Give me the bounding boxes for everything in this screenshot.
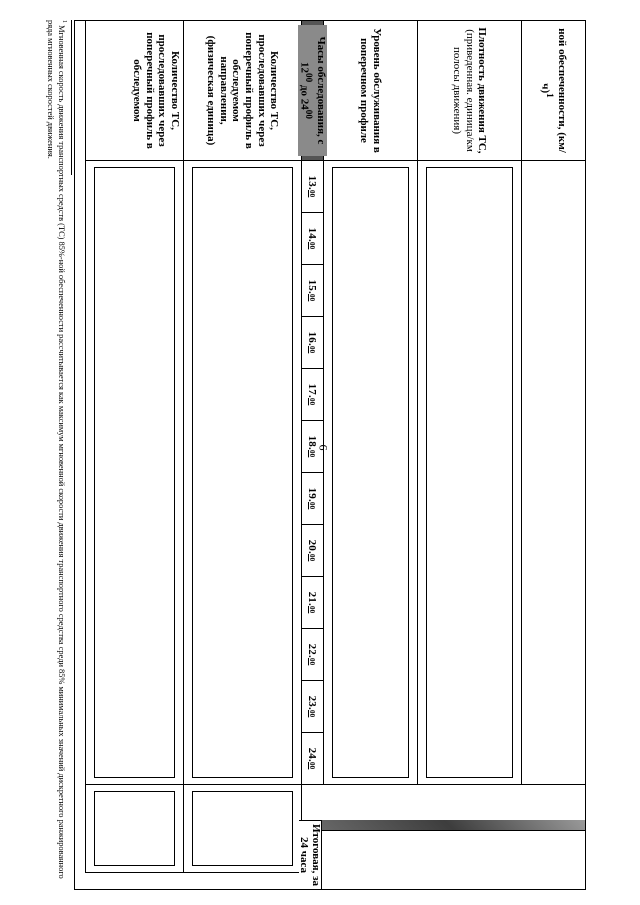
los-row-values	[323, 161, 417, 785]
footnote-text: Мгновенная скорость движения транспортных средств (ТС) 85%-ной обеспеченности рассчитывается как максимум мгновенной скорости движения транспортного средства среди 85% минимальных значений дискретного ранжированного ряда мгновенных скоростей движения.	[46, 20, 67, 879]
footnote	[44, 20, 67, 888]
density-label-text: Плотность движения ТС,	[476, 27, 489, 154]
hour-2: 14. 00	[301, 213, 323, 265]
total-column-body	[300, 830, 585, 888]
hour-5: 17. 00	[301, 369, 323, 421]
speed-row-label	[521, 21, 585, 161]
density-input-box[interactable]	[426, 167, 513, 778]
count-2-input-box[interactable]	[94, 167, 175, 778]
count-row-2-values	[85, 161, 183, 785]
hour-8: 20. 00	[301, 525, 323, 577]
count-row-2-total	[85, 785, 183, 873]
density-label-note: (приведенная. единица/км полосы движения)	[451, 29, 476, 152]
count-2-total-box[interactable]	[94, 791, 175, 866]
count-row-1-label: Количество ТС, проследовавших через поперечный профиль в обследуемом направлении, (физическая единица)	[183, 21, 301, 161]
hour-12: 24. 00	[301, 733, 323, 785]
survey-table	[74, 20, 586, 890]
count-1-input-box[interactable]	[192, 167, 293, 778]
count-row-1-values	[183, 161, 301, 785]
hour-3: 15. 00	[301, 265, 323, 317]
speed-row-values	[521, 161, 585, 785]
hour-7: 19. 00	[301, 473, 323, 525]
hours-row-label: Часы обследования, с $12^{00}$ до $24^{00}$	[301, 21, 323, 161]
hour-10: 22. 00	[301, 629, 323, 681]
count-row-2-label: Количество ТС, проследовавших через поперечный профиль в обследуемом	[85, 21, 183, 161]
density-row-label	[417, 21, 521, 161]
count-row-1-total	[183, 785, 301, 873]
footnote-rule	[71, 20, 72, 175]
los-row-label: Уровень обслуживания в поперечном профиле	[323, 21, 417, 161]
page-number: 6	[316, 444, 331, 451]
speed-row-text: ной обеспеченности, (км/ч)	[539, 28, 568, 153]
total-label: Итоговая, за 24 часа	[299, 820, 322, 889]
hour-1: 13. 00	[301, 161, 323, 213]
hour-6: 18. 00	[301, 421, 323, 473]
density-row-values	[417, 161, 521, 785]
hour-4: 16. 00	[301, 317, 323, 369]
footnote-mark: 1	[61, 20, 67, 23]
speed-row-footnote-ref: 1	[545, 93, 556, 98]
los-input-box[interactable]	[332, 167, 409, 778]
count-1-total-box[interactable]	[192, 791, 293, 866]
hour-9: 21. 00	[301, 577, 323, 629]
hour-11: 23. 00	[301, 681, 323, 733]
total-column-shade	[300, 820, 585, 888]
